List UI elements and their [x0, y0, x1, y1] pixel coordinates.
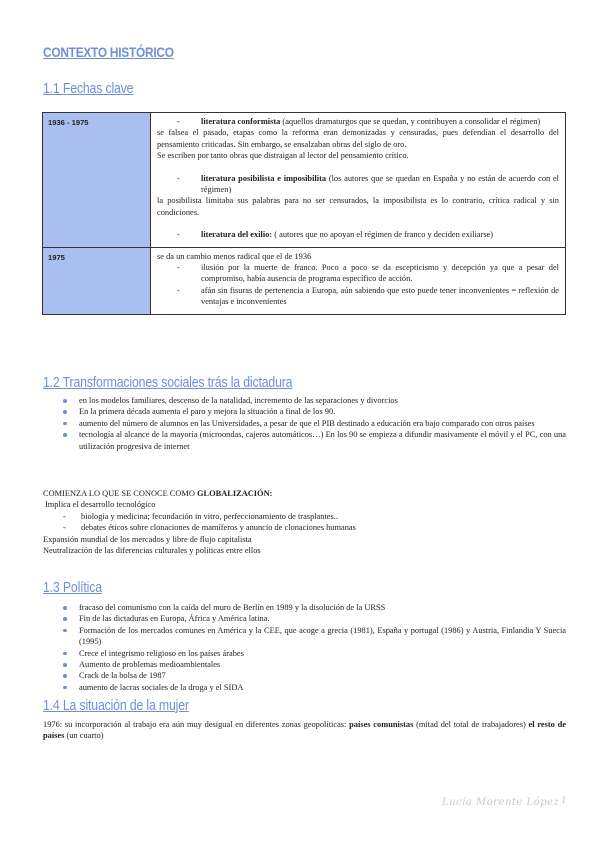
section-heading-politica: 1.3 Política	[43, 579, 102, 596]
list-item: - debates éticos sobre clonaciones de mamíferos y anuncio de clonaciones humanas	[63, 523, 356, 533]
date-cell: 1936 - 1975	[43, 113, 151, 248]
dates-table	[42, 112, 566, 315]
content-cell	[151, 247, 566, 314]
document-title: CONTEXTO HISTÓRICO	[43, 44, 174, 60]
section-heading-fechas-clave: 1.1 Fechas clave	[43, 80, 134, 97]
list-item: - literatura posibilista e imposibilita (los autores que se quedan en España y no están de acuerdo con el régimen)	[177, 173, 559, 195]
list-item: Fin de las dictaduras en Europa, África y América latina.	[63, 613, 566, 624]
paragraph: la posibilista limitaba sus palabras para no ser censurados, la imposibilista es lo contrario, crítica radical y sin condiciones.	[157, 196, 559, 217]
section-heading-mujer: 1.4 La situación de la mujer	[43, 697, 189, 714]
list-item: Aumento de problemas medioambientales	[63, 659, 566, 670]
paragraph: Expansión mundial de los mercados y libre de flujo capitalista	[43, 534, 252, 544]
transformaciones-list	[63, 395, 566, 452]
globalizacion-heading: COMIENZA LO QUE SE CONOCE COMO GLOBALIZACIÓN:	[43, 489, 273, 498]
table-row	[43, 113, 566, 248]
section-heading-transformaciones: 1.2 Transformaciones sociales trás la dictadura	[43, 374, 293, 391]
list-item: - literatura conformista (aquellos dramaturgos que se quedan, y contribuyen a consolidar el régimen)	[177, 117, 541, 126]
footer-author: Lucía Morente López	[442, 797, 560, 808]
mujer-paragraph: 1976: su incorporación al trabajo era aún muy desigual en diferentes zonas geopolíticas: países comunistas (mitad del total de trabajadores) el resto de países (un cuarto)	[43, 720, 566, 741]
list-item: - biología y medicina; fecundación in vitro, perfeccionamiento de trasplantes..	[63, 511, 338, 521]
list-item: Crack de la bolsa de 1987	[63, 670, 566, 681]
list-item: Crece el integrismo religioso en los países árabes	[63, 648, 566, 659]
list-item: - afán sin fisuras de pertenencia a Europa, aún sabiendo que esto puede tener inconvenientes = reflexión de ventajas e inconvenientes	[177, 285, 559, 307]
list-item: fracaso del comunismo con la caída del muro de Berlín en 1989 y la disolución de la URSS	[63, 602, 566, 613]
politica-list	[63, 602, 566, 693]
globalizacion-block	[43, 488, 566, 556]
list-item: aumento del número de alumnos en las Universidades, a pesar de que el PIB destinado a educación era bajo comparado con otros países	[63, 418, 566, 429]
list-item: - literatura del exilio: ( autores que no apoyan el régimen de franco y deciden exiliarse)	[177, 230, 494, 240]
paragraph: se falsea el pasado, etapas como la reforma eran demonizadas y censuradas, pues defendían el desarrollo del pensamiento criticadas. Sin embargo, se ensalzaban obras del siglo de oro.	[157, 128, 559, 149]
page-number: 1	[561, 796, 567, 806]
list-item: en los modelos familiares, descenso de la natalidad, incremento de las separaciones y divorcios	[63, 395, 566, 406]
paragraph: Neutralización de las diferencias culturales y políticas entre ellos	[43, 546, 261, 556]
list-item: aumento de lacras sociales de la droga y el SIDA	[63, 682, 566, 693]
paragraph: Se escriben por tanto obras que distraigan al lector del pensamiento crítico.	[157, 151, 409, 161]
list-item: tecnología al alcance de la mayoría (microondas, cajeros automáticos…) En los 90 se empieza a difundir masivamente el móvil y el PC, con una utilización progresiva de internet	[63, 429, 566, 452]
list-item: - ilusión por la muerte de franco. Poco a poco se da escepticismo y decepción ya que a pesar del compromiso, había ausencia de programa específico de acción.	[177, 263, 559, 284]
list-item: En la primera década aumenta el paro y mejora la situación a final de los 90.	[63, 406, 566, 417]
table-row	[43, 247, 566, 314]
date-cell: 1975	[43, 247, 151, 314]
list-item: Formación de los mercados comunes en América y la CEE, que acoge a grecia (1981), España y portugal (1986) y Austria, Finlandia Y Suecia (1995)	[63, 625, 566, 648]
paragraph: Implica el desarrollo tecnológico	[45, 500, 156, 510]
content-cell	[151, 113, 566, 248]
paragraph: se da un cambio menos radical que el de 1936	[157, 251, 312, 261]
